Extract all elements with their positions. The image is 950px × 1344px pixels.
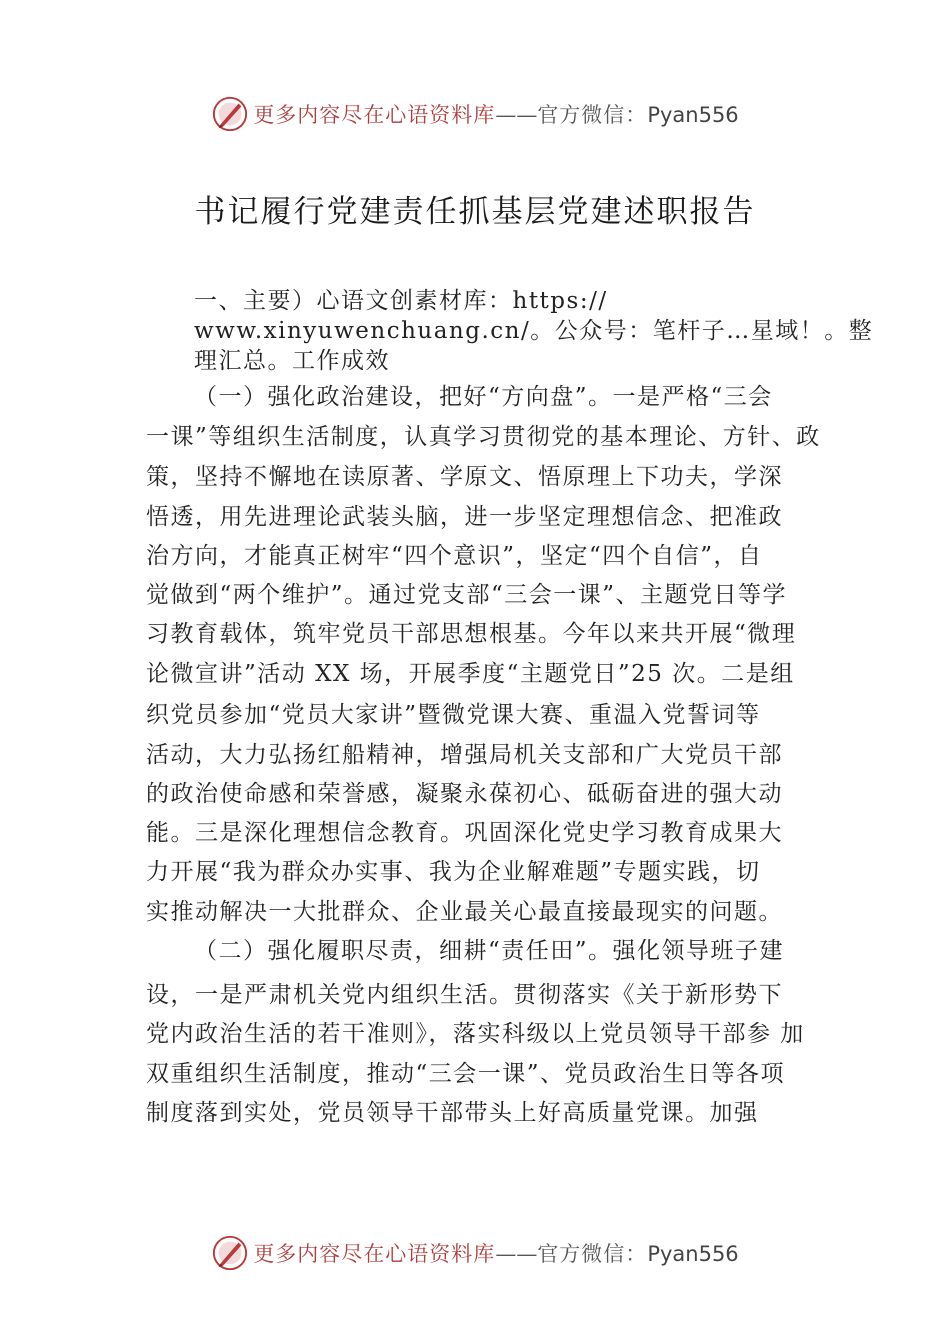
body-line: 能。三是深化理想信念教育。巩固深化党史学习教育成果大 xyxy=(146,820,783,846)
wechat-id: Pyan556 xyxy=(647,1242,739,1266)
body-line: 策，坚持不懈地在读原著、学原文、悟原理上下功夫，学深 xyxy=(146,464,783,490)
banner-separator: —— xyxy=(495,103,538,127)
body-line: 设，一是严肃机关党内组织生活。贯彻落实《关于新形势下 xyxy=(146,982,783,1008)
promo-text: 更多内容尽在心语资料库 xyxy=(253,103,496,127)
body-line: 论微宣讲”活动 XX 场，开展季度“主题党日”25 次。二是组 xyxy=(146,661,795,687)
pen-logo-icon xyxy=(211,1234,249,1272)
wechat-label: 官方微信： xyxy=(537,103,648,127)
body-line: 觉做到“两个维护”。通过党支部“三会一课”、主题党日等学 xyxy=(146,582,788,608)
body-line: 党内政治生活的若干准则》，落实科级以上党员领导干部参 加 xyxy=(146,1021,805,1047)
body-line: 习教育载体，筑牢党员干部思想根基。今年以来共开展“微理 xyxy=(146,621,797,647)
page-title: 书记履行党建责任抓基层党建述职报告 xyxy=(194,194,756,230)
footer-banner xyxy=(0,1233,950,1273)
body-line: 治方向，才能真正树牢“四个意识”，坚定“四个自信”，自 xyxy=(146,543,763,569)
pen-logo-icon xyxy=(211,95,249,133)
body-line: 力开展“我为群众办实事、我为企业解难题”专题实践，切 xyxy=(146,859,761,885)
body-line: 实推动解决一大批群众、企业最关心最直接最现实的问题。 xyxy=(146,899,783,925)
body-line: 一、主要）心语文创素材库：https:// xyxy=(194,288,608,314)
header-banner-text xyxy=(253,99,738,129)
body-line: 理汇总。工作成效 xyxy=(194,348,390,374)
wechat-id: Pyan556 xyxy=(647,103,739,127)
body-line: （二）强化履职尽责，细耕“责任田”。强化领导班子建 xyxy=(194,938,785,964)
wechat-label: 官方微信： xyxy=(537,1242,648,1266)
promo-text: 更多内容尽在心语资料库 xyxy=(253,1242,496,1266)
body-line: 的政治使命感和荣誉感，凝聚永葆初心、砥砺奋进的强大动 xyxy=(146,781,783,807)
header-banner xyxy=(0,94,950,134)
body-line: 悟透，用先进理论武装头脑，进一步坚定理想信念、把准政 xyxy=(146,504,783,530)
body-line: （一）强化政治建设，把好“方向盘”。一是严格“三会 xyxy=(194,384,773,410)
body-line: www.xinyuwenchuang.cn/。公众号：笔杆子…星域！。整 xyxy=(194,318,874,344)
body-line: 织党员参加“党员大家讲”暨微党课大赛、重温入党誓词等 xyxy=(146,702,761,728)
footer-banner-text xyxy=(253,1238,738,1268)
banner-separator: —— xyxy=(495,1242,538,1266)
body-line: 一课”等组织生活制度，认真学习贯彻党的基本理论、方针、政 xyxy=(146,424,821,450)
body-line: 制度落到实处，党员领导干部带头上好高质量党课。加强 xyxy=(146,1100,759,1126)
body-line: 双重组织生活制度，推动“三会一课”、党员政治生日等各项 xyxy=(146,1061,786,1087)
body-line: 活动，大力弘扬红船精神，增强局机关支部和广大党员干部 xyxy=(146,742,783,768)
